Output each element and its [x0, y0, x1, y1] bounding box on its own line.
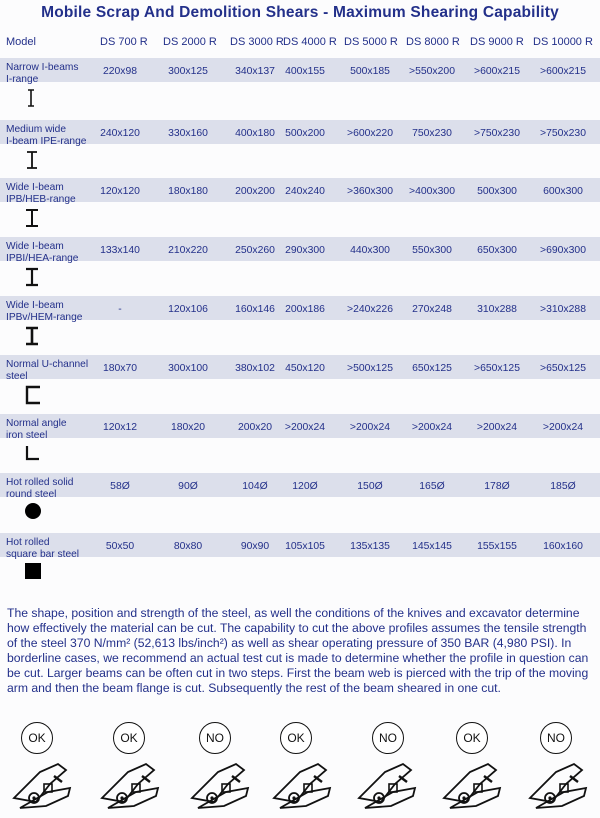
shear-jaw-illustration — [440, 758, 510, 818]
row-label-line1: Hot rolled solid — [6, 477, 74, 488]
row-label — [6, 62, 96, 86]
value-cell: >310x288 — [540, 304, 586, 315]
table-header — [0, 36, 600, 54]
table-row — [0, 473, 600, 530]
row-label-line2: I-beam IPE-range — [6, 136, 87, 147]
value-cell: 180x180 — [168, 186, 208, 197]
value-cell: 160x160 — [543, 541, 583, 552]
value-cell: >200x24 — [476, 422, 518, 433]
value-cell: 500x200 — [285, 128, 325, 139]
value-cell: 650x300 — [477, 245, 517, 256]
table-row — [0, 120, 600, 177]
value-cell: >200x24 — [411, 422, 453, 433]
value-cell: 200x186 — [285, 304, 325, 315]
wide-i-beam-hea-icon — [24, 267, 40, 292]
shear-jaw-illustration — [355, 758, 425, 818]
row-label-line2: I-range — [6, 74, 39, 85]
value-cell: >400x300 — [409, 186, 455, 197]
value-cell: 133x140 — [100, 245, 140, 256]
row-label-line2: IPB/HEB-range — [6, 194, 76, 205]
value-cell: 220x98 — [102, 66, 138, 77]
row-label — [6, 241, 96, 265]
row-label-line2: steel — [6, 371, 28, 382]
row-label-line1: Medium wide — [6, 124, 67, 135]
value-cell: 750x230 — [412, 128, 452, 139]
value-cell: >600x215 — [474, 66, 520, 77]
shear-jaw-illustration — [526, 758, 596, 818]
value-cell: 180x20 — [170, 422, 206, 433]
wide-i-beam-heb-icon — [24, 208, 40, 233]
value-cell: 400x155 — [285, 66, 325, 77]
value-cell: 180x70 — [102, 363, 138, 374]
model-header-ds700: DS 700 R — [100, 36, 148, 48]
value-cell: >240x226 — [347, 304, 393, 315]
row-label-line2: IPBI/HEA-range — [6, 253, 79, 264]
medium-i-beam-icon — [24, 150, 40, 175]
ok-badge: OK — [456, 722, 488, 754]
value-cell: 145x145 — [412, 541, 452, 552]
row-label — [6, 477, 96, 501]
value-cell: 135x135 — [350, 541, 390, 552]
row-label — [6, 418, 96, 442]
value-cell: 600x300 — [543, 186, 583, 197]
table-row — [0, 237, 600, 294]
value-cell: 210x220 — [168, 245, 208, 256]
value-cell: 200x200 — [235, 186, 275, 197]
shear-jaw-illustration — [98, 758, 168, 818]
table-row — [0, 355, 600, 412]
ok-badge: OK — [113, 722, 145, 754]
shear-jaw-illustration — [188, 758, 258, 818]
model-header-ds4000: DS 4000 R — [283, 36, 337, 48]
value-cell: 160x146 — [235, 304, 275, 315]
angle-iron-icon — [24, 444, 40, 467]
table-row — [0, 414, 600, 471]
row-label-line2: IPBv/HEM-range — [6, 312, 83, 323]
value-cell: 550x300 — [412, 245, 452, 256]
value-cell: 120Ø — [292, 481, 318, 492]
value-cell: 80x80 — [173, 541, 203, 552]
row-label-line1: Normal angle — [6, 418, 67, 429]
value-cell: 500x300 — [477, 186, 517, 197]
value-cell: 240x240 — [285, 186, 325, 197]
value-cell: 340x137 — [235, 66, 275, 77]
value-cell: >650x125 — [540, 363, 586, 374]
row-label — [6, 300, 96, 324]
value-cell: 120x12 — [102, 422, 138, 433]
explanation-paragraph: The shape, position and strength of the steel, as well the conditions of the knives and excavator determine how effectively the material can be cut. The capability to cut the above profiles assumes the tensile strength of the steel 370 N/mm² (52,613 lbs/inch²) as well as shear operating pressure of 350 BAR (4,980 PSI). In borderline cases, we recommend an actual test cut is made to determine whether the profile in question can be cut. Larger beams can be often cut in two steps. First the beam web is pierced with the trip of the moving arm and then the beam flange is cut. Subsequently the rest of the beam sheared in one cut. — [7, 606, 589, 695]
value-cell: 120x120 — [100, 186, 140, 197]
no-badge: NO — [540, 722, 572, 754]
table-row — [0, 296, 600, 353]
row-label-line1: Normal U-channel — [6, 359, 89, 370]
model-header-ds3000: DS 3000 R — [230, 36, 284, 48]
row-label-line1: Wide I-beam — [6, 241, 64, 252]
value-cell: 330x160 — [168, 128, 208, 139]
value-cell: 178Ø — [484, 481, 510, 492]
value-cell: >600x215 — [540, 66, 586, 77]
table-row — [0, 178, 600, 235]
value-cell: - — [118, 304, 122, 315]
row-label — [6, 182, 96, 206]
model-header-ds9000: DS 9000 R — [470, 36, 524, 48]
value-cell: >650x125 — [474, 363, 520, 374]
value-cell: 300x125 — [168, 66, 208, 77]
row-label-line1: Wide I-beam — [6, 300, 64, 311]
row-label — [6, 124, 96, 148]
round-bar-icon — [24, 502, 42, 525]
row-label-line2: iron steel — [6, 430, 48, 441]
model-header-ds10000: DS 10000 R — [533, 36, 593, 48]
value-cell: >360x300 — [347, 186, 393, 197]
value-cell: >200x24 — [542, 422, 584, 433]
row-label-line1: Narrow I-beams — [6, 62, 79, 73]
value-cell: 310x288 — [477, 304, 517, 315]
row-label-line1: Hot rolled — [6, 537, 50, 548]
value-cell: 200x20 — [237, 422, 273, 433]
value-cell: 58Ø — [110, 481, 130, 492]
value-cell: >690x300 — [540, 245, 586, 256]
model-header-ds5000: DS 5000 R — [344, 36, 398, 48]
value-cell: >600x220 — [347, 128, 393, 139]
row-label-line2: round steel — [6, 489, 57, 500]
table-row — [0, 533, 600, 590]
value-cell: >750x230 — [540, 128, 586, 139]
shear-jaw-illustration — [10, 758, 80, 818]
value-cell: 120x106 — [168, 304, 208, 315]
narrow-i-beam-icon — [24, 88, 38, 113]
value-cell: 155x155 — [477, 541, 517, 552]
wide-i-beam-hem-icon — [24, 326, 40, 351]
row-label — [6, 359, 96, 383]
value-cell: 450x120 — [285, 363, 325, 374]
value-cell: >500x125 — [347, 363, 393, 374]
table-row — [0, 58, 600, 115]
no-badge: NO — [372, 722, 404, 754]
value-cell: 500x185 — [350, 66, 390, 77]
shear-jaw-illustration — [270, 758, 340, 818]
value-cell: 290x300 — [285, 245, 325, 256]
value-cell: 90x90 — [240, 541, 270, 552]
ok-badge: OK — [21, 722, 53, 754]
row-label-line1: Wide I-beam — [6, 182, 64, 193]
value-cell: 250x260 — [235, 245, 275, 256]
value-cell: 105x105 — [285, 541, 325, 552]
page-title: Mobile Scrap And Demolition Shears - Maximum Shearing Capability — [41, 4, 559, 21]
value-cell: 400x180 — [235, 128, 275, 139]
u-channel-icon — [24, 385, 42, 410]
model-header-ds2000: DS 2000 R — [163, 36, 217, 48]
value-cell: 300x100 — [168, 363, 208, 374]
square-bar-icon — [24, 562, 42, 585]
value-cell: 440x300 — [350, 245, 390, 256]
value-cell: >200x24 — [349, 422, 391, 433]
value-cell: 90Ø — [178, 481, 198, 492]
ok-badge: OK — [280, 722, 312, 754]
value-cell: >200x24 — [284, 422, 326, 433]
value-cell: >750x230 — [474, 128, 520, 139]
value-cell: 650x125 — [412, 363, 452, 374]
value-cell: 150Ø — [357, 481, 383, 492]
value-cell: 270x248 — [412, 304, 452, 315]
value-cell: 165Ø — [419, 481, 445, 492]
row-label-line2: square bar steel — [6, 549, 80, 560]
value-cell: 50x50 — [105, 541, 135, 552]
row-label — [6, 537, 96, 561]
value-cell: 380x102 — [235, 363, 275, 374]
model-header-ds8000: DS 8000 R — [406, 36, 460, 48]
cut-examples-strip — [0, 720, 600, 815]
model-column-header: Model — [6, 36, 36, 48]
value-cell: 104Ø — [242, 481, 268, 492]
value-cell: 185Ø — [550, 481, 576, 492]
value-cell: >550x200 — [409, 66, 455, 77]
no-badge: NO — [199, 722, 231, 754]
value-cell: 240x120 — [100, 128, 140, 139]
